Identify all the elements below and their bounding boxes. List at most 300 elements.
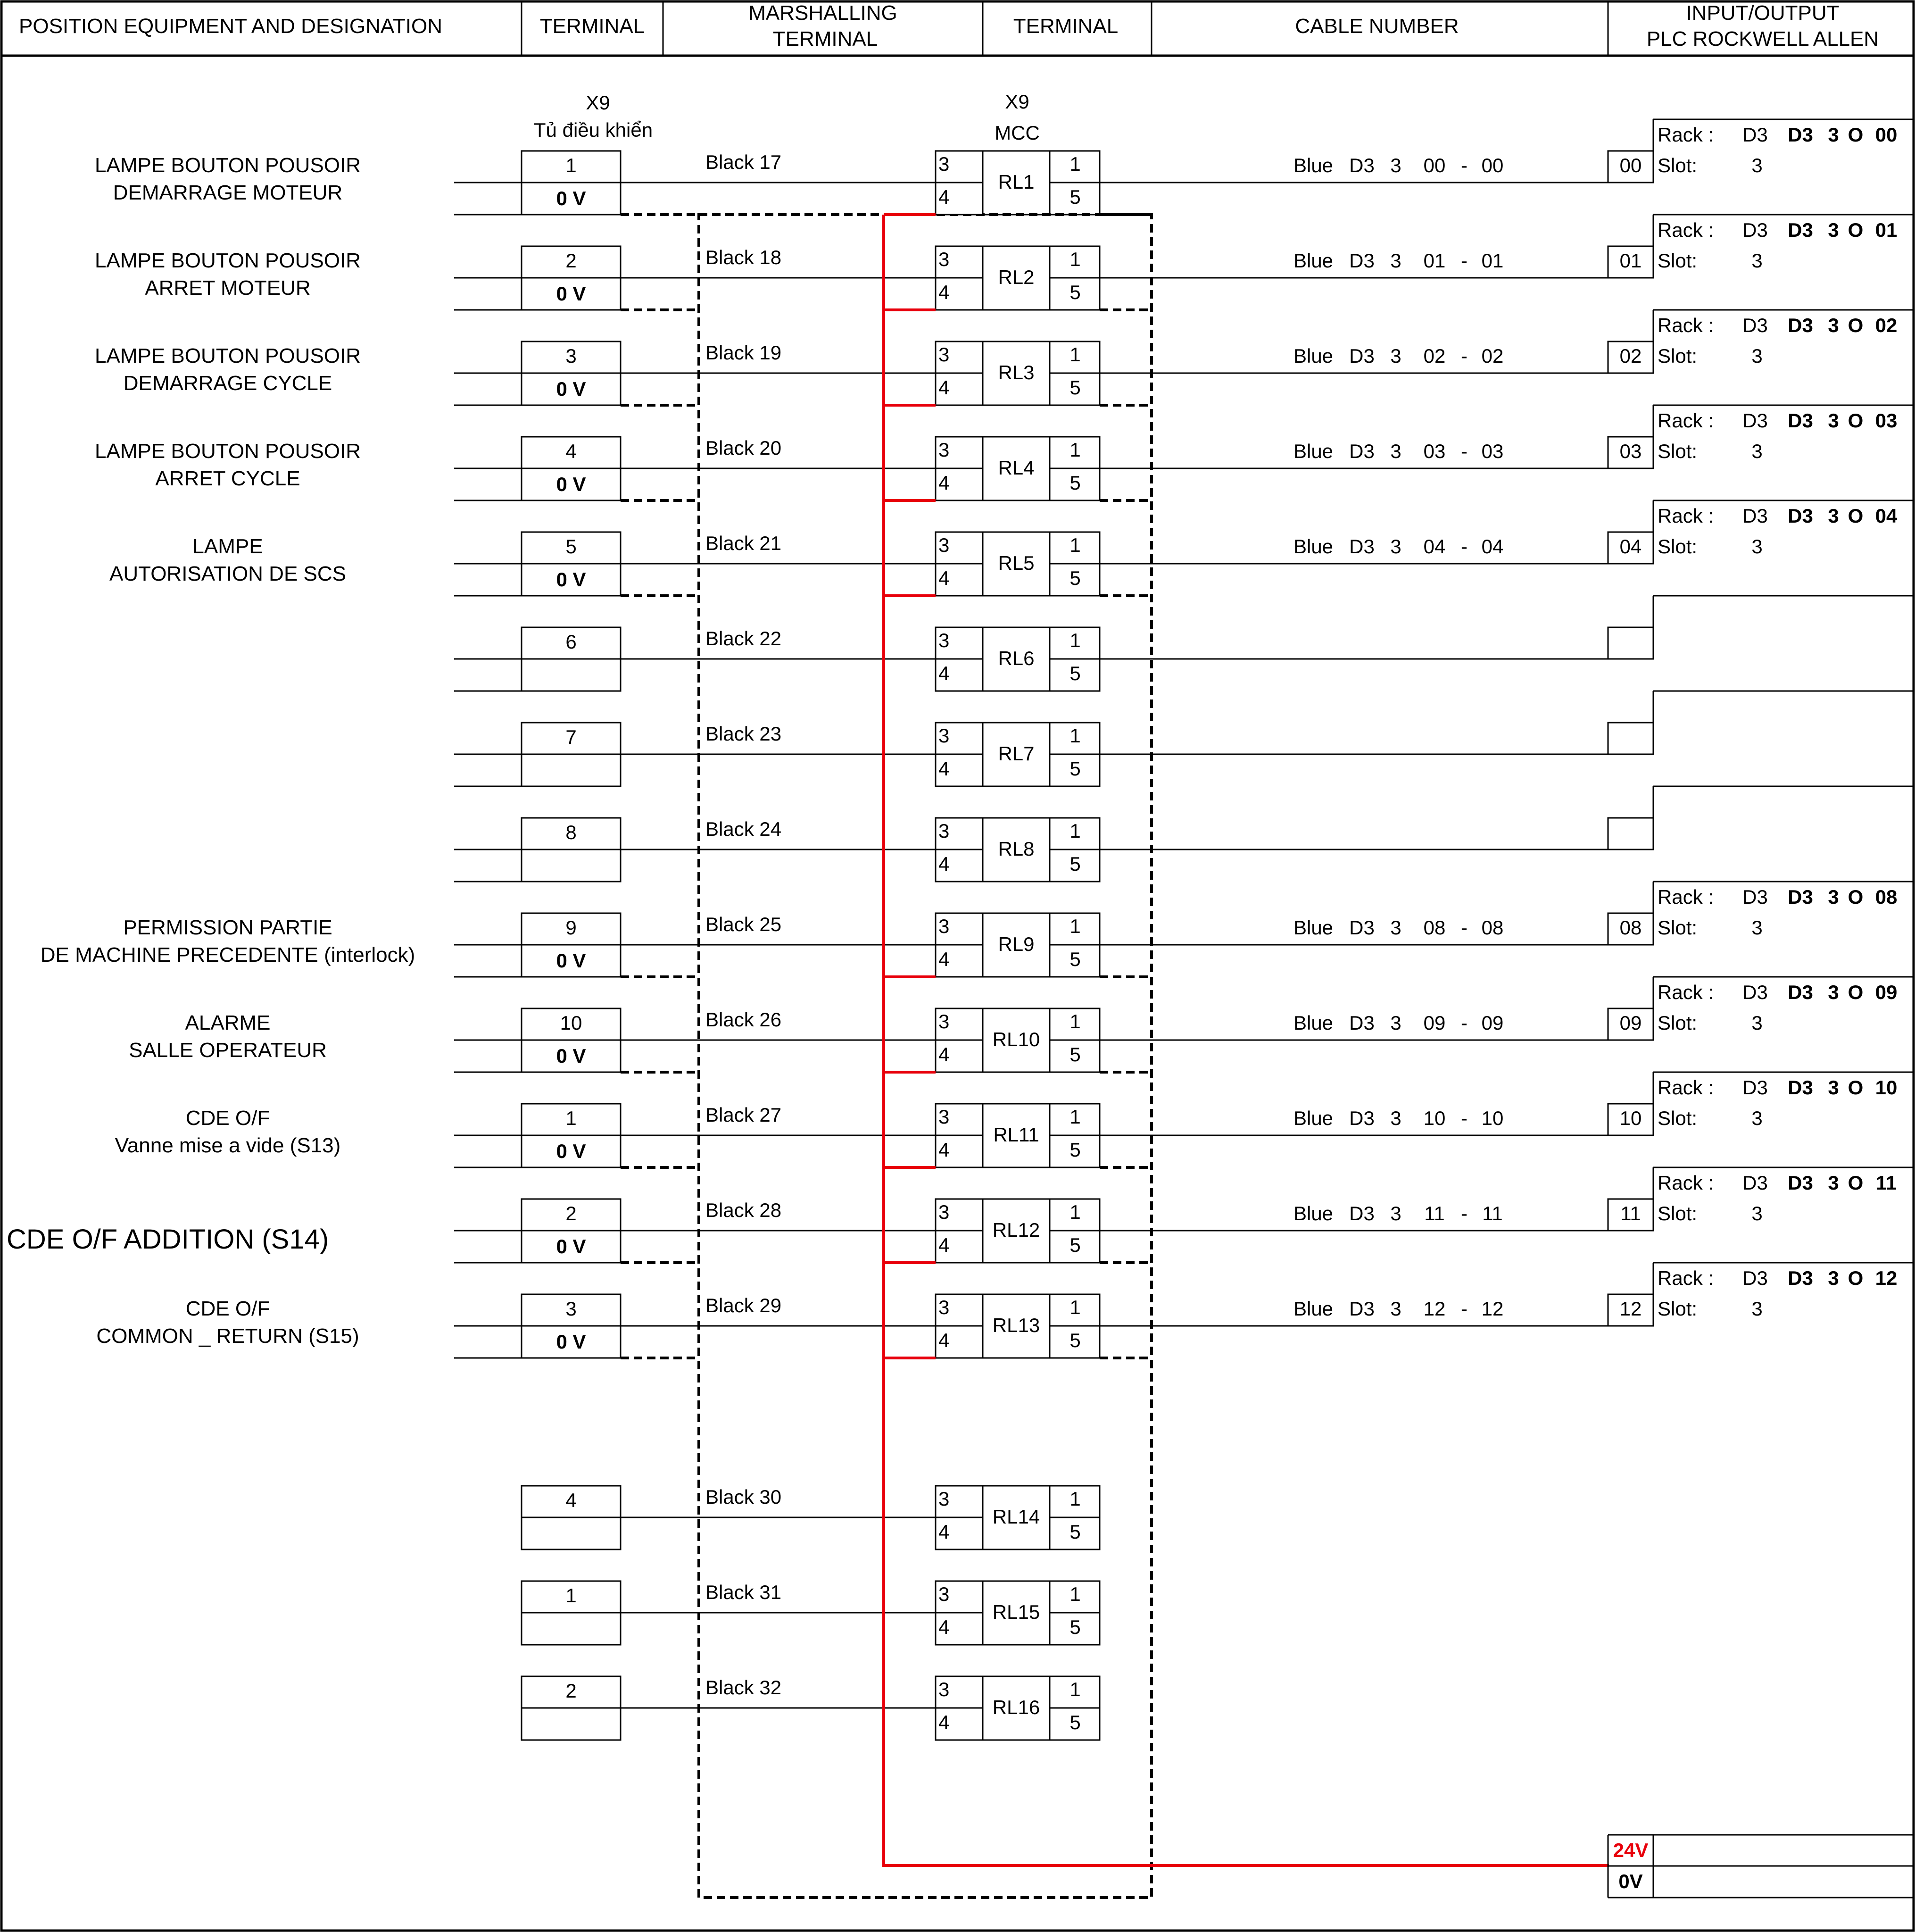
header-marshalling-1: MARSHALLING (748, 1, 897, 25)
io-address-part-3: 12 (1875, 1267, 1898, 1289)
x9-left-sub: Tủ điều khiển (533, 119, 653, 141)
terminal-0v: 0 V (556, 1235, 586, 1257)
io-address-part-2: O (1848, 314, 1864, 336)
relay-label: RL16 (992, 1696, 1040, 1718)
io-row (115, 1072, 1914, 1167)
io-slot-value: 3 (1751, 154, 1763, 176)
cable-part-1: D3 (1349, 1202, 1375, 1224)
cable-part-1: D3 (1349, 154, 1375, 176)
io-rack-label: Rack : (1658, 1076, 1714, 1099)
marshalling-label: Black 25 (705, 913, 782, 935)
cable-part-5: 02 (1481, 345, 1504, 367)
terminal-number: 3 (565, 1298, 577, 1320)
io-address-part-1: 3 (1828, 505, 1839, 527)
io-slot-label: Slot: (1658, 1107, 1698, 1129)
row-description-line-2: Vanne mise a vide (S13) (115, 1134, 341, 1157)
io-address-part-2: O (1848, 981, 1864, 1003)
io-row (95, 310, 1914, 405)
cable-part-4: - (1461, 1012, 1467, 1034)
io-address-part-3: 00 (1875, 124, 1898, 146)
terminal-number: 2 (565, 250, 577, 272)
marshalling-label: Black 31 (705, 1581, 782, 1603)
io-address-part-2: O (1848, 1076, 1864, 1099)
cable-part-3: 03 (1423, 440, 1446, 462)
cable-part-1: D3 (1349, 535, 1375, 558)
relay-pin-5: 5 (1069, 186, 1081, 208)
relay-pin-4: 4 (938, 1521, 950, 1543)
io-address-part-1: 3 (1828, 1076, 1839, 1099)
relay-pin-3: 3 (938, 1296, 950, 1318)
io-row (454, 596, 1914, 691)
io-address-part-0: D3 (1788, 124, 1813, 146)
row-description-big: CDE O/F ADDITION (S14) (7, 1224, 329, 1255)
io-channel: 00 (1619, 154, 1642, 176)
relay-pin-4: 4 (938, 567, 950, 589)
io-channel-box (1608, 627, 1653, 659)
io-address-part-1: 3 (1828, 886, 1839, 908)
marshalling-label: Black 32 (705, 1676, 782, 1699)
io-rack-value: D3 (1742, 219, 1768, 241)
cable-part-3: 10 (1423, 1107, 1446, 1129)
relay-pin-5: 5 (1069, 662, 1081, 684)
io-address-part-3: 10 (1875, 1076, 1898, 1099)
marshalling-label: Black 28 (705, 1199, 782, 1221)
power-0v-label: 0V (1618, 1870, 1643, 1892)
cable-part-3: 09 (1423, 1012, 1446, 1034)
io-address-part-2: O (1848, 124, 1864, 146)
cable-part-2: 3 (1390, 1012, 1401, 1034)
row-description-line-1: CDE O/F (185, 1107, 270, 1130)
relay-pin-1: 1 (1069, 1201, 1081, 1223)
row-description-line-2: DEMARRAGE MOTEUR (113, 181, 343, 204)
cable-part-4: - (1461, 1202, 1467, 1224)
row-description-line-2: ARRET CYCLE (155, 467, 300, 490)
io-slot-value: 3 (1751, 1107, 1763, 1129)
io-slot-label: Slot: (1658, 154, 1698, 176)
terminal-0v: 0 V (556, 187, 586, 209)
terminal-number: 4 (565, 440, 577, 462)
marshalling-label: Black 24 (705, 818, 782, 840)
relay-pin-4: 4 (938, 1234, 950, 1256)
header-terminal-2: TERMINAL (1013, 15, 1119, 38)
relay-pin-1: 1 (1069, 1106, 1081, 1128)
io-channel: 11 (1620, 1202, 1641, 1224)
relay-label: RL2 (998, 266, 1035, 288)
io-address-part-2: O (1848, 1267, 1864, 1289)
relay-pin-4: 4 (938, 662, 950, 684)
io-address-part-2: O (1848, 409, 1864, 432)
row-description-line-1: LAMPE BOUTON POUSOIR (95, 344, 361, 367)
relay-pin-3: 3 (938, 724, 950, 747)
cable-part-3: 00 (1423, 154, 1446, 176)
cable-part-0: Blue (1293, 345, 1334, 367)
io-address-part-3: 08 (1875, 886, 1898, 908)
row-description-line-1: LAMPE (192, 535, 263, 558)
io-address-part-3: 11 (1875, 1172, 1897, 1194)
cable-part-4: - (1461, 1107, 1467, 1129)
io-rack-label: Rack : (1658, 1267, 1714, 1289)
relay-pin-3: 3 (938, 1106, 950, 1128)
cable-part-5: 09 (1481, 1012, 1504, 1034)
power-24v-label: 24V (1613, 1839, 1649, 1861)
relay-pin-4: 4 (938, 1139, 950, 1161)
relay-pin-1: 1 (1069, 1678, 1081, 1700)
io-address-part-0: D3 (1788, 1172, 1813, 1194)
io-slot-label: Slot: (1658, 345, 1698, 367)
relay-pin-3: 3 (938, 439, 950, 461)
relay-pin-1: 1 (1069, 629, 1081, 651)
marshalling-label: Black 19 (705, 341, 782, 364)
io-channel: 09 (1619, 1012, 1642, 1034)
io-address-part-1: 3 (1828, 124, 1839, 146)
x9-right-label: X9 (1005, 91, 1029, 113)
relay-label: RL12 (992, 1219, 1040, 1241)
io-rack-value: D3 (1742, 886, 1768, 908)
relay-pin-3: 3 (938, 820, 950, 842)
relay-pin-4: 4 (938, 948, 950, 970)
relay-label: RL4 (998, 457, 1035, 479)
cable-part-2: 3 (1390, 250, 1401, 272)
io-slot-value: 3 (1751, 916, 1763, 939)
io-channel: 08 (1619, 916, 1642, 939)
marshalling-label: Black 21 (705, 532, 782, 554)
header-terminal-1: TERMINAL (539, 15, 645, 38)
io-address-part-0: D3 (1788, 409, 1813, 432)
io-slot-label: Slot: (1658, 1298, 1698, 1320)
io-address-part-0: D3 (1788, 219, 1813, 241)
extra-row (522, 1676, 1100, 1740)
io-slot-label: Slot: (1658, 916, 1698, 939)
cable-part-4: - (1461, 1298, 1467, 1320)
relay-pin-5: 5 (1069, 1616, 1081, 1638)
io-slot-label: Slot: (1658, 1202, 1698, 1224)
relay-pin-1: 1 (1069, 724, 1081, 747)
cable-part-1: D3 (1349, 345, 1375, 367)
cable-part-0: Blue (1293, 154, 1334, 176)
row-description-line-1: LAMPE BOUTON POUSOIR (95, 440, 361, 463)
marshalling-label: Black 30 (705, 1486, 782, 1508)
relay-pin-4: 4 (938, 281, 950, 303)
header-cable-number: CABLE NUMBER (1295, 15, 1459, 38)
relay-pin-3: 3 (938, 1010, 950, 1033)
io-row (129, 977, 1914, 1072)
io-slot-label: Slot: (1658, 250, 1698, 272)
cable-part-4: - (1461, 535, 1467, 558)
cable-part-2: 3 (1390, 1298, 1401, 1320)
relay-pin-4: 4 (938, 472, 950, 494)
io-slot-value: 3 (1751, 1012, 1763, 1034)
terminal-number: 9 (565, 916, 577, 939)
relay-pin-1: 1 (1069, 1488, 1081, 1510)
power-block (1608, 1835, 1914, 1898)
io-channel: 04 (1619, 535, 1642, 558)
io-address-part-2: O (1848, 505, 1864, 527)
io-address-part-3: 02 (1875, 314, 1898, 336)
relay-label: RL14 (992, 1506, 1040, 1528)
marshalling-label: Black 26 (705, 1008, 782, 1031)
cable-part-5: 03 (1481, 440, 1504, 462)
io-channel-box (1608, 723, 1653, 754)
terminal-number: 1 (565, 154, 577, 176)
relay-pin-1: 1 (1069, 153, 1081, 175)
cable-part-2: 3 (1390, 916, 1401, 939)
relay-label: RL1 (998, 171, 1035, 193)
io-rack-value: D3 (1742, 1267, 1768, 1289)
cable-part-5: 12 (1481, 1298, 1504, 1320)
terminal-0v: 0 V (556, 568, 586, 591)
relay-pin-3: 3 (938, 534, 950, 556)
terminal-number: 10 (560, 1012, 582, 1034)
io-channel: 02 (1619, 345, 1642, 367)
cable-part-1: D3 (1349, 1298, 1375, 1320)
relay-pin-3: 3 (938, 248, 950, 270)
row-description-line-2: COMMON _ RETURN (S15) (96, 1324, 359, 1348)
relay-label: RL11 (993, 1124, 1039, 1146)
io-address-part-0: D3 (1788, 981, 1813, 1003)
terminal-0v: 0 V (556, 1140, 586, 1162)
relay-label: RL9 (998, 933, 1035, 955)
io-address-part-1: 3 (1828, 981, 1839, 1003)
io-address-part-1: 3 (1828, 1267, 1839, 1289)
row-description-line-2: ARRET MOTEUR (145, 276, 311, 300)
relay-pin-3: 3 (938, 343, 950, 366)
cable-part-3: 01 (1423, 250, 1446, 272)
cable-part-5: 04 (1481, 535, 1504, 558)
x9-right-sub: MCC (995, 122, 1040, 144)
io-rack-label: Rack : (1658, 1172, 1714, 1194)
cable-part-2: 3 (1390, 154, 1401, 176)
relay-pin-5: 5 (1069, 472, 1081, 494)
terminal-number: 2 (565, 1680, 577, 1702)
cable-part-3: 08 (1423, 916, 1446, 939)
io-address-part-0: D3 (1788, 1267, 1813, 1289)
marshalling-label: Black 18 (705, 246, 782, 268)
io-slot-label: Slot: (1658, 535, 1698, 558)
io-rack-value: D3 (1742, 1076, 1768, 1099)
relay-pin-5: 5 (1069, 1329, 1081, 1351)
header-position: POSITION EQUIPMENT AND DESIGNATION (19, 15, 443, 38)
io-slot-value: 3 (1751, 250, 1763, 272)
cable-part-3: 04 (1423, 535, 1446, 558)
relay-pin-5: 5 (1069, 567, 1081, 589)
marshalling-label: Black 22 (705, 627, 782, 650)
cable-part-3: 12 (1423, 1298, 1446, 1320)
marshalling-label: Black 23 (705, 723, 782, 745)
relay-pin-5: 5 (1069, 1043, 1081, 1066)
relay-pin-5: 5 (1069, 853, 1081, 875)
relay-label: RL15 (992, 1601, 1040, 1623)
io-address-part-2: O (1848, 1172, 1864, 1194)
io-address-part-0: D3 (1788, 886, 1813, 908)
relay-label: RL10 (992, 1028, 1040, 1050)
cable-part-2: 3 (1390, 440, 1401, 462)
relay-pin-3: 3 (938, 915, 950, 937)
relay-pin-4: 4 (938, 853, 950, 875)
relay-pin-1: 1 (1069, 534, 1081, 556)
io-slot-value: 3 (1751, 1298, 1763, 1320)
io-row (95, 405, 1914, 500)
io-rack-label: Rack : (1658, 219, 1714, 241)
relay-label: RL5 (998, 552, 1035, 574)
io-address-part-1: 3 (1828, 219, 1839, 241)
row-description-line-2: AUTORISATION DE SCS (109, 562, 347, 585)
cable-part-3: 02 (1423, 345, 1446, 367)
cable-part-4: - (1461, 154, 1467, 176)
relay-pin-4: 4 (938, 376, 950, 399)
io-address-part-3: 01 (1875, 219, 1898, 241)
terminal-0v: 0 V (556, 1331, 586, 1353)
io-address-part-1: 3 (1828, 1172, 1839, 1194)
terminal-number: 6 (565, 631, 577, 653)
cable-part-5: 00 (1481, 154, 1504, 176)
cable-part-0: Blue (1293, 440, 1334, 462)
header-row (1, 1, 1914, 56)
relay-pin-5: 5 (1069, 376, 1081, 399)
row-description-line-1: LAMPE BOUTON POUSOIR (95, 249, 361, 272)
relay-pin-1: 1 (1069, 439, 1081, 461)
terminal-number: 3 (565, 345, 577, 367)
relay-label: RL7 (998, 742, 1035, 765)
marshalling-label: Black 27 (705, 1104, 782, 1126)
io-row (96, 1263, 1914, 1358)
io-address-part-1: 3 (1828, 409, 1839, 432)
cable-part-0: Blue (1293, 1202, 1334, 1224)
cable-part-5: 10 (1481, 1107, 1504, 1129)
io-address-part-2: O (1848, 886, 1864, 908)
relay-pin-3: 3 (938, 629, 950, 651)
relay-label: RL8 (998, 838, 1035, 860)
relay-pin-5: 5 (1069, 1234, 1081, 1256)
relay-pin-5: 5 (1069, 948, 1081, 970)
cable-part-2: 3 (1390, 1202, 1401, 1224)
relay-pin-1: 1 (1069, 1010, 1081, 1033)
terminal-number: 1 (565, 1584, 577, 1607)
cable-part-1: D3 (1349, 250, 1375, 272)
io-address-part-0: D3 (1788, 314, 1813, 336)
io-address-part-3: 04 (1875, 505, 1898, 527)
terminal-number: 2 (565, 1202, 577, 1224)
relay-pin-4: 4 (938, 1616, 950, 1638)
cable-part-0: Blue (1293, 1107, 1334, 1129)
io-rack-label: Rack : (1658, 981, 1714, 1003)
cable-part-0: Blue (1293, 1012, 1334, 1034)
relay-label: RL13 (992, 1314, 1040, 1336)
cable-part-1: D3 (1349, 440, 1375, 462)
cable-part-4: - (1461, 345, 1467, 367)
io-slot-label: Slot: (1658, 440, 1698, 462)
terminal-number: 1 (565, 1107, 577, 1129)
cable-part-3: 11 (1424, 1202, 1445, 1224)
io-address-part-3: 09 (1875, 981, 1898, 1003)
row-description-line-1: CDE O/F (185, 1297, 270, 1320)
header-marshalling-2: TERMINAL (772, 27, 878, 50)
io-channel: 01 (1619, 250, 1642, 272)
io-slot-value: 3 (1751, 440, 1763, 462)
io-row (7, 1167, 1914, 1263)
relay-pin-3: 3 (938, 1201, 950, 1223)
relay-pin-4: 4 (938, 1711, 950, 1733)
cable-part-0: Blue (1293, 535, 1334, 558)
terminal-number: 8 (565, 821, 577, 843)
io-rack-value: D3 (1742, 124, 1768, 146)
row-description-line-1: LAMPE BOUTON POUSOIR (95, 154, 361, 177)
io-row (95, 215, 1914, 310)
cable-part-0: Blue (1293, 916, 1334, 939)
relay-pin-5: 5 (1069, 1711, 1081, 1733)
relay-label: RL3 (998, 361, 1035, 383)
x9-left-label: X9 (586, 92, 610, 114)
terminal-0v: 0 V (556, 949, 586, 972)
marshalling-label: Black 20 (705, 437, 782, 459)
cable-part-5: 01 (1481, 250, 1504, 272)
relay-pin-5: 5 (1069, 1139, 1081, 1161)
relay-pin-1: 1 (1069, 248, 1081, 270)
relay-label: RL6 (998, 647, 1035, 669)
relay-pin-3: 3 (938, 1488, 950, 1510)
relay-pin-1: 1 (1069, 343, 1081, 366)
header-io-1: INPUT/OUTPUT (1686, 1, 1840, 25)
cable-part-1: D3 (1349, 916, 1375, 939)
relay-pin-1: 1 (1069, 1583, 1081, 1605)
relay-pin-5: 5 (1069, 281, 1081, 303)
cable-part-1: D3 (1349, 1107, 1375, 1129)
terminal-number: 4 (565, 1489, 577, 1511)
terminal-number: 7 (565, 726, 577, 748)
io-address-part-0: D3 (1788, 505, 1813, 527)
relay-pin-1: 1 (1069, 915, 1081, 937)
relay-pin-4: 4 (938, 1329, 950, 1351)
io-slot-label: Slot: (1658, 1012, 1698, 1034)
cable-part-4: - (1461, 440, 1467, 462)
io-rack-label: Rack : (1658, 314, 1714, 336)
row-description-line-2: SALLE OPERATEUR (129, 1039, 327, 1062)
io-row (41, 882, 1914, 977)
cable-part-1: D3 (1349, 1012, 1375, 1034)
io-address-part-1: 3 (1828, 314, 1839, 336)
row-description-line-2: DEMARRAGE CYCLE (123, 372, 332, 395)
relay-pin-4: 4 (938, 1043, 950, 1066)
terminal-0v: 0 V (556, 283, 586, 305)
relay-pin-1: 1 (1069, 1296, 1081, 1318)
terminal-0v: 0 V (556, 378, 586, 400)
terminal-0v: 0 V (556, 473, 586, 495)
io-row (454, 786, 1914, 882)
cable-part-2: 3 (1390, 345, 1401, 367)
marshalling-label: Black 17 (705, 151, 782, 173)
io-slot-value: 3 (1751, 535, 1763, 558)
io-slot-value: 3 (1751, 1202, 1763, 1224)
io-rack-label: Rack : (1658, 124, 1714, 146)
io-row (454, 691, 1914, 786)
io-channel-box (1608, 818, 1653, 849)
relay-pin-4: 4 (938, 186, 950, 208)
relay-pin-5: 5 (1069, 758, 1081, 780)
io-rack-value: D3 (1742, 314, 1768, 336)
io-rack-label: Rack : (1658, 886, 1714, 908)
io-rack-value: D3 (1742, 981, 1768, 1003)
io-address-part-3: 03 (1875, 409, 1898, 432)
relay-pin-3: 3 (938, 1678, 950, 1700)
io-address-part-0: D3 (1788, 1076, 1813, 1099)
header-io-2: PLC ROCKWELL ALLEN (1646, 27, 1879, 50)
row-description-line-2: DE MACHINE PRECEDENTE (interlock) (40, 943, 415, 966)
terminal-0v: 0 V (556, 1045, 586, 1067)
row-description-line-1: PERMISSION PARTIE (123, 916, 332, 939)
io-row (109, 500, 1914, 596)
io-slot-value: 3 (1751, 345, 1763, 367)
relay-pin-1: 1 (1069, 820, 1081, 842)
io-channel: 03 (1619, 440, 1642, 462)
